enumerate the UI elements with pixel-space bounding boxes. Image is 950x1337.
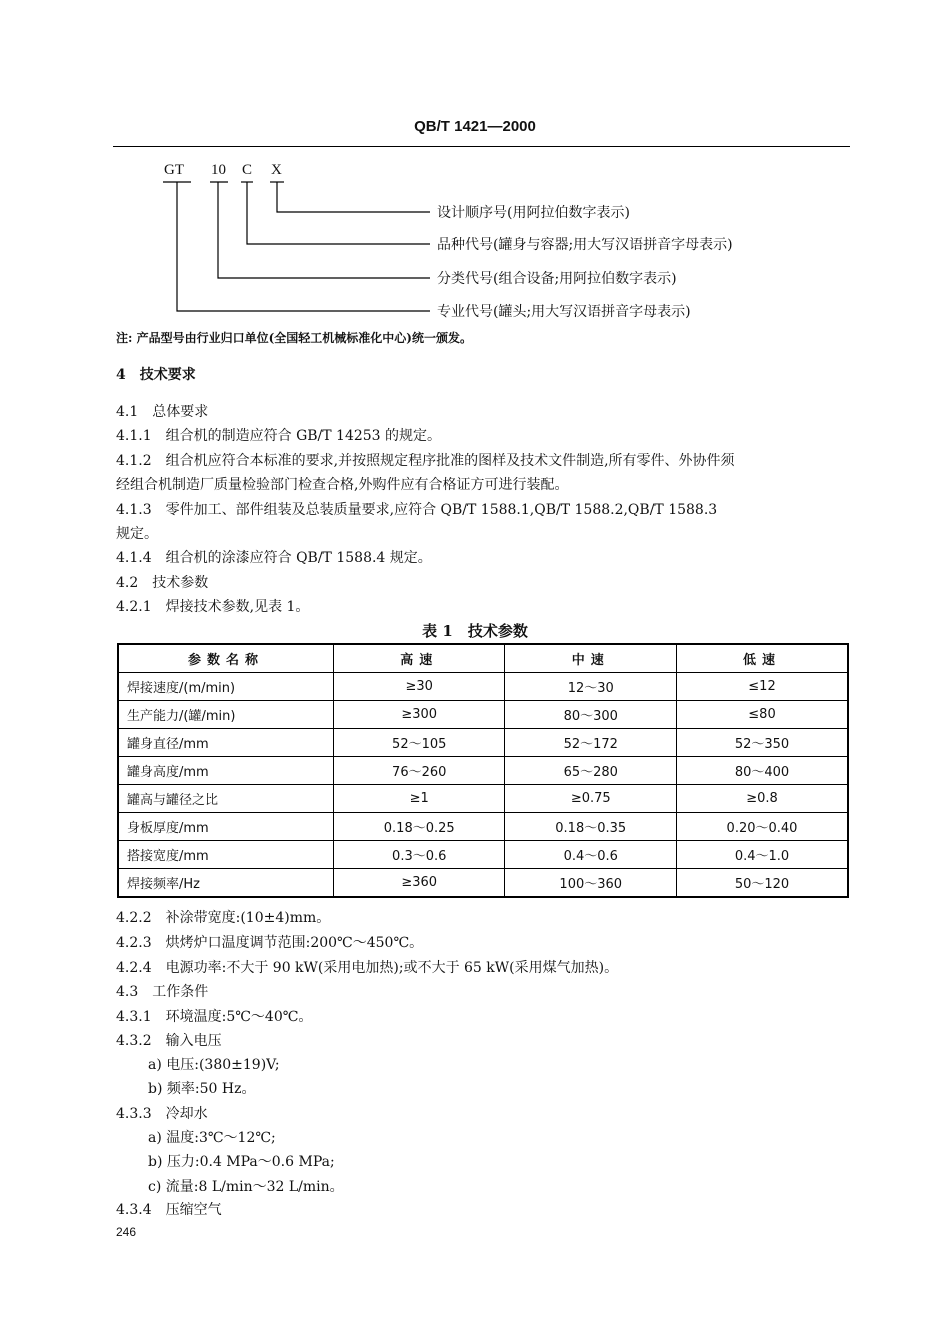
model-code-connector-lines: [0, 0, 950, 340]
cell-low: ≥0.8: [677, 785, 849, 813]
item-water-flow: c) 流量:8 L/min～32 L/min。: [148, 1179, 344, 1195]
cell-low: 52～350: [677, 729, 849, 757]
clause-4-3-3: 4.3.3 冷却水: [116, 1106, 208, 1122]
cell-mid: 12～30: [505, 673, 677, 701]
cell-mid: 0.4～0.6: [505, 841, 677, 869]
cell-low: 0.20～0.40: [677, 813, 849, 841]
row-label: 焊接频率/Hz: [118, 869, 333, 898]
code-label-category: 分类代号(组合设备;用阿拉伯数字表示): [437, 271, 677, 287]
item-water-temperature: a) 温度:3℃～12℃;: [148, 1130, 276, 1146]
row-label: 生产能力/(罐/min): [118, 701, 333, 729]
clause-4-1-3-line1: 4.1.3 零件加工、部件组装及总装质量要求,应符合 QB/T 1588.1,QB/T 1588.2,QB/T 1588.3: [116, 502, 718, 518]
row-label: 罐身直径/mm: [118, 729, 333, 757]
clause-4-3-2: 4.3.2 输入电压: [116, 1033, 222, 1049]
clause-4-2-3: 4.2.3 烘烤炉口温度调节范围:200℃～450℃。: [116, 935, 424, 951]
table-header-row: [118, 644, 848, 673]
code-label-design-sequence: 设计顺序号(用阿拉伯数字表示): [437, 205, 630, 221]
page-number: 246: [116, 1225, 137, 1239]
cell-high: 0.18～0.25: [333, 813, 505, 841]
clause-4-2-4: 4.2.4 电源功率:不大于 90 kW(采用电加热);或不大于 65 kW(采用煤气加热)。: [116, 960, 619, 976]
cell-high: 52～105: [333, 729, 505, 757]
code-segment-c: C: [242, 162, 253, 178]
clause-4-1-2-line1: 4.1.2 组合机应符合本标准的要求,并按照规定程序批准的图样及技术文件制造,所有零件、外协件须: [116, 453, 735, 469]
cell-high: ≥360: [333, 869, 505, 898]
code-label-specialty: 专业代号(罐头;用大写汉语拼音字母表示): [437, 304, 691, 320]
standard-code-header: QB/T 1421—2000: [414, 118, 536, 135]
cell-high: 0.3～0.6: [333, 841, 505, 869]
technical-parameters-table: [117, 643, 849, 898]
code-segment-gt: GT: [164, 162, 184, 178]
code-label-variety: 品种代号(罐身与容器;用大写汉语拼音字母表示): [437, 237, 733, 253]
item-voltage: a) 电压:(380±19)V;: [148, 1057, 280, 1073]
cell-high: 76～260: [333, 757, 505, 785]
table-row: [118, 813, 848, 841]
section-4-3-heading: 4.3 工作条件: [116, 984, 209, 1000]
table-row: [118, 841, 848, 869]
col-header-low: 低速: [677, 644, 849, 673]
cell-mid: 0.18～0.35: [505, 813, 677, 841]
cell-mid: 100～360: [505, 869, 677, 898]
clause-4-1-1: 4.1.1 组合机的制造应符合 GB/T 14253 的规定。: [116, 428, 442, 444]
cell-low: 50～120: [677, 869, 849, 898]
cell-low: 80～400: [677, 757, 849, 785]
model-code-note: 注: 产品型号由行业归口单位(全国轻工机械标准化中心)统一颁发。: [116, 331, 472, 345]
table-row: [118, 701, 848, 729]
cell-low: ≤80: [677, 701, 849, 729]
cell-low: 0.4～1.0: [677, 841, 849, 869]
cell-high: ≥300: [333, 701, 505, 729]
cell-low: ≤12: [677, 673, 849, 701]
clause-4-1-4: 4.1.4 组合机的涂漆应符合 QB/T 1588.4 规定。: [116, 550, 432, 566]
cell-mid: 65～280: [505, 757, 677, 785]
table-row: [118, 757, 848, 785]
cell-high: ≥30: [333, 673, 505, 701]
code-segment-10: 10: [211, 162, 226, 178]
row-label: 罐高与罐径之比: [118, 785, 333, 813]
row-label: 焊接速度/(m/min): [118, 673, 333, 701]
table-row: [118, 869, 848, 898]
row-label: 搭接宽度/mm: [118, 841, 333, 869]
code-segment-x: X: [271, 162, 282, 178]
table-row: [118, 785, 848, 813]
cell-mid: 80～300: [505, 701, 677, 729]
section-4-2-heading: 4.2 技术参数: [116, 575, 209, 591]
item-frequency: b) 频率:50 Hz。: [148, 1081, 256, 1097]
table-row: [118, 673, 848, 701]
section-4-heading: 4 技术要求: [116, 367, 196, 383]
col-header-mid: 中速: [505, 644, 677, 673]
table-row: [118, 729, 848, 757]
section-4-1-heading: 4.1 总体要求: [116, 404, 209, 420]
clause-4-2-1: 4.2.1 焊接技术参数,见表 1。: [116, 599, 310, 615]
cell-mid: ≥0.75: [505, 785, 677, 813]
table-1-caption: 表 1 技术参数: [422, 622, 528, 640]
col-header-param: 参数名称: [118, 644, 333, 673]
row-label: 身板厚度/mm: [118, 813, 333, 841]
cell-mid: 52～172: [505, 729, 677, 757]
col-header-high: 高速: [333, 644, 505, 673]
clause-4-3-1: 4.3.1 环境温度:5℃～40℃。: [116, 1009, 313, 1025]
clause-4-1-2-line2: 经组合机制造厂质量检验部门检查合格,外购件应有合格证方可进行装配。: [116, 477, 569, 493]
cell-high: ≥1: [333, 785, 505, 813]
clause-4-1-3-line2: 规定。: [116, 526, 158, 542]
clause-4-2-2: 4.2.2 补涂带宽度:(10±4)mm。: [116, 910, 331, 926]
item-water-pressure: b) 压力:0.4 MPa～0.6 MPa;: [148, 1154, 335, 1170]
clause-4-3-4: 4.3.4 压缩空气: [116, 1202, 222, 1218]
row-label: 罐身高度/mm: [118, 757, 333, 785]
